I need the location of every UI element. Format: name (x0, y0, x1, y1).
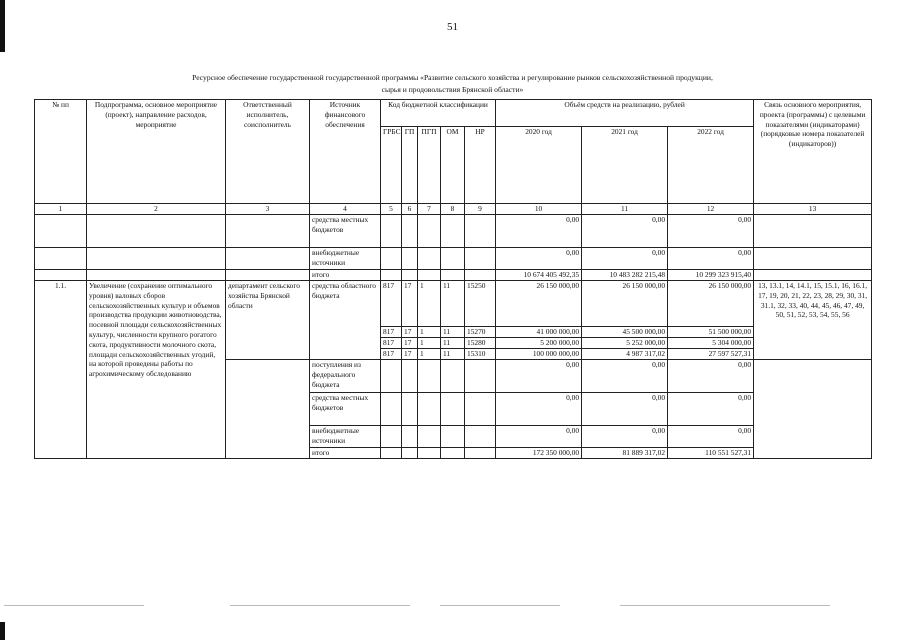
table-row (35, 215, 872, 248)
item-indicators: 13, 13.1, 14, 14.1, 15, 15.1, 16, 16.1, 17, 19, 20, 21, 22, 23, 28, 29, 30, 31, 31.1, 32, 33, 40, 44, 45, 46, 47, 49, 50, 51, 52, 53, 54, 55, 56 (754, 281, 872, 360)
value-2020: 41 000 000,00 (496, 327, 582, 338)
value-2021: 5 252 000,00 (582, 338, 668, 349)
code-gp: 17 (402, 349, 418, 360)
code-gp: 17 (402, 281, 418, 327)
col-number: 8 (441, 204, 465, 215)
code-pgp: 1 (418, 338, 441, 349)
source-cell: внебюджетные источники (310, 426, 381, 448)
header-source: Источник финансового обеспечения (310, 100, 381, 204)
col-number: 12 (668, 204, 754, 215)
source-cell: средства местных бюджетов (310, 215, 381, 248)
code-grbs: 817 (381, 338, 402, 349)
header-executor: Ответственный исполнитель, соисполнитель (226, 100, 310, 204)
header-np: НР (465, 127, 496, 204)
col-number: 2 (87, 204, 226, 215)
header-om: ОМ (441, 127, 465, 204)
value-2020: 0,00 (496, 360, 582, 393)
col-number: 4 (310, 204, 381, 215)
value-2021: 0,00 (582, 248, 668, 270)
header-num: № пп (35, 100, 87, 204)
col-number: 13 (754, 204, 872, 215)
header-row-1 (35, 100, 872, 127)
source-cell: итого (310, 270, 381, 281)
table-row (35, 248, 872, 270)
code-np: 15250 (465, 281, 496, 327)
value-2022: 26 150 000,00 (668, 281, 754, 327)
value-2022: 0,00 (668, 426, 754, 448)
value-2022: 27 597 527,31 (668, 349, 754, 360)
header-indicators: Связь основного мероприятия, проекта (программы) с целевыми показателями (индикаторами) (порядковые номера показателей (индикаторов)) (754, 100, 872, 204)
header-subprogram: Подпрограмма, основное мероприятие (проект), направление расходов, мероприятие (87, 100, 226, 204)
value-2021: 81 889 317,02 (582, 448, 668, 459)
table-row (35, 281, 872, 327)
value-2020: 0,00 (496, 393, 582, 426)
code-grbs: 817 (381, 327, 402, 338)
value-2020: 0,00 (496, 215, 582, 248)
value-2022: 51 500 000,00 (668, 327, 754, 338)
code-gp: 17 (402, 338, 418, 349)
item-executor: департамент сельского хозяйства Брянской области (226, 281, 310, 360)
column-number-row (35, 204, 872, 215)
code-pgp: 1 (418, 349, 441, 360)
col-number: 9 (465, 204, 496, 215)
col-number: 10 (496, 204, 582, 215)
table-row (35, 270, 872, 281)
source-cell: итого (310, 448, 381, 459)
item-name: Увеличение (сохранение оптимального уровня) валовых сборов сельскохозяйственных культур и объемов производства продукции животноводства, посевной площади сельскохозяйственных культур, численности крупного рогатого скота, продуктивности молочного скота, площади сельскохозяйственных угодий, на которой проведены работы по агрохимическому обследованию (87, 281, 226, 459)
value-2021: 4 987 317,02 (582, 349, 668, 360)
code-pgp: 1 (418, 281, 441, 327)
value-2022: 0,00 (668, 360, 754, 393)
code-np: 15280 (465, 338, 496, 349)
title-line-2: сырья и продовольствия Брянской области» (381, 85, 524, 94)
scan-edge-mark-bottom (0, 622, 5, 640)
value-2021: 10 483 282 215,48 (582, 270, 668, 281)
col-number: 1 (35, 204, 87, 215)
col-number: 11 (582, 204, 668, 215)
value-2020: 26 150 000,00 (496, 281, 582, 327)
value-2021: 0,00 (582, 393, 668, 426)
value-2021: 0,00 (582, 360, 668, 393)
value-2020: 10 674 405 492,35 (496, 270, 582, 281)
value-2020: 0,00 (496, 426, 582, 448)
code-np: 15310 (465, 349, 496, 360)
source-cell: средства областного бюджета (310, 281, 381, 360)
value-2022: 10 299 323 915,40 (668, 270, 754, 281)
title-line-1: Ресурсное обеспечение государственной государственной программы «Развитие сельского хозяйства и регулирование рынков сельскохозяйственной продукции, (192, 73, 713, 82)
page-number: 51 (447, 21, 458, 33)
code-pgp: 1 (418, 327, 441, 338)
col-number: 6 (402, 204, 418, 215)
col-number: 3 (226, 204, 310, 215)
header-2022: 2022 год (668, 127, 754, 204)
resource-table (34, 99, 872, 459)
value-2021: 45 500 000,00 (582, 327, 668, 338)
value-2021: 26 150 000,00 (582, 281, 668, 327)
code-om: 11 (441, 349, 465, 360)
value-2021: 0,00 (582, 426, 668, 448)
col-number: 5 (381, 204, 402, 215)
value-2020: 172 350 000,00 (496, 448, 582, 459)
header-2021: 2021 год (582, 127, 668, 204)
value-2020: 100 000 000,00 (496, 349, 582, 360)
code-om: 11 (441, 281, 465, 327)
value-2021: 0,00 (582, 215, 668, 248)
code-om: 11 (441, 338, 465, 349)
value-2022: 110 551 527,31 (668, 448, 754, 459)
value-2022: 5 304 000,00 (668, 338, 754, 349)
source-cell: внебюджетные источники (310, 248, 381, 270)
value-2022: 0,00 (668, 393, 754, 426)
code-grbs: 817 (381, 281, 402, 327)
source-cell: поступления из федерального бюджета (310, 360, 381, 393)
source-cell: средства местных бюджетов (310, 393, 381, 426)
code-grbs: 817 (381, 349, 402, 360)
col-number: 7 (418, 204, 441, 215)
header-pgp: ПГП (418, 127, 441, 204)
code-om: 11 (441, 327, 465, 338)
item-number: 1.1. (35, 281, 87, 459)
page-title (80, 72, 825, 96)
code-np: 15270 (465, 327, 496, 338)
value-2020: 5 200 000,00 (496, 338, 582, 349)
header-volume: Объём средств на реализацию, рублей (496, 100, 754, 127)
header-budget-code: Код бюджетной классификации (381, 100, 496, 127)
header-grbs: ГРБС (381, 127, 402, 204)
header-2020: 2020 год (496, 127, 582, 204)
code-gp: 17 (402, 327, 418, 338)
header-gp: ГП (402, 127, 418, 204)
value-2020: 0,00 (496, 248, 582, 270)
value-2022: 0,00 (668, 248, 754, 270)
scan-noise-line (0, 605, 905, 609)
value-2022: 0,00 (668, 215, 754, 248)
